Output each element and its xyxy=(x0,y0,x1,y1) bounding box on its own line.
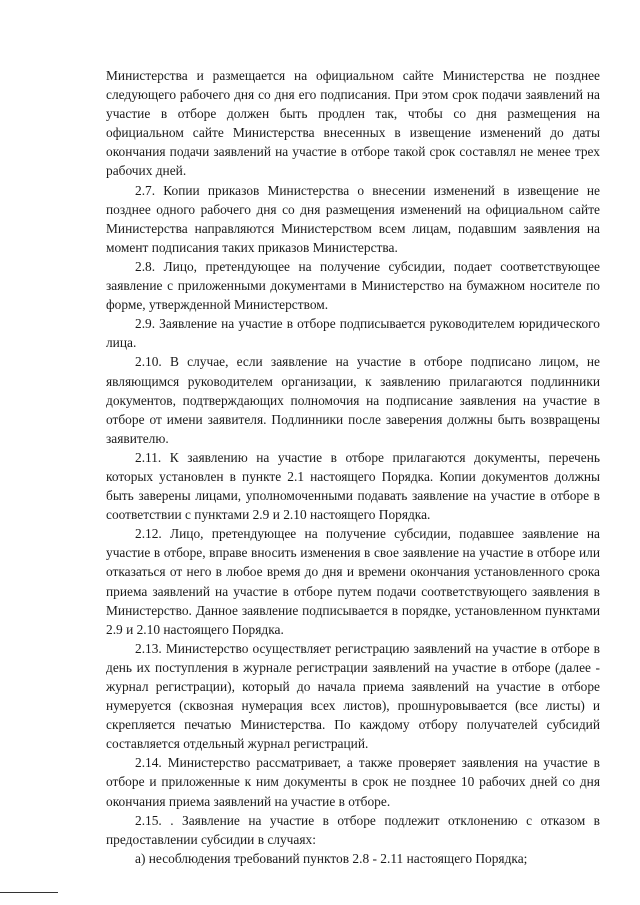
paragraph-2-10: 2.10. В случае, если заявление на участие в отборе подписано лицом, не являющимся руководителем организации, к заявлению прилагаются подлинники документов, подтверждающих полномочия на подписание заявления на участие в отборе от имени заявителя. Подлинники после заверения должны быть возвращены заявителю. xyxy=(106,354,600,446)
paragraph-2-8: 2.8. Лицо, претендующее на получение субсидии, подает соответствующее заявление с приложенными документами в Министерство на бумажном носителе по форме, утвержденной Министерством. xyxy=(106,258,600,313)
footer-divider xyxy=(0,892,58,893)
paragraph-2-9: 2.9. Заявление на участие в отборе подписывается руководителем юридического лица. xyxy=(106,316,600,351)
paragraph-2-6-continuation: Министерства и размещается на официальном сайте Министерства не позднее следующего рабочего дня со дня его подписания. При этом срок подачи заявлений на участие в отборе должен быть продлен так, чтобы со дня размещения на официальном сайте Министерства внесенных в извещение изменений до даты окончания подачи заявлений на участие в отборе такой срок составлял не менее трех рабочих дней. xyxy=(106,68,600,179)
paragraph-2-14: 2.14. Министерство рассматривает, а также проверяет заявления на участие в отборе и приложенные к ним документы в срок не позднее 10 рабочих дней со дня окончания приема заявлений на участие в отборе. xyxy=(106,755,600,809)
list-item-a: а) несоблюдения требований пунктов 2.8 - 2.11 настоящего Порядка; xyxy=(135,850,528,866)
paragraph-2-11: 2.11. К заявлению на участие в отборе прилагаются документы, перечень которых установлен в пункте 2.1 настоящего Порядка. Копии документов должны быть заверены лицами, уполномоченными подавать заявление на участие в отборе в соответствии с пунктами 2.9 и 2.10 настоящего Порядка. xyxy=(106,449,600,523)
paragraph-2-15: 2.15. . Заявление на участие в отборе подлежит отклонению с отказом в предоставлении субсидии в случаях: xyxy=(106,812,600,847)
paragraph-2-12: 2.12. Лицо, претендующее на получение субсидии, подавшее заявление на участие в отборе, вправе вносить изменения в свое заявление на участие в отборе или отказаться от него в любое время до дня и времени окончания установленного срока приема заявлений на участие в отборе путем подачи соответствующего заявления в Министерство. Данное заявление подписывается в порядке, установленном пунктами 2.9 и 2.10 настоящего Порядка. xyxy=(106,526,600,637)
paragraph-2-13: 2.13. Министерство осуществляет регистрацию заявлений на участие в отборе в день их поступления в журнале регистрации заявлений на участие в отборе (далее - журнал регистрации), который до начала приема заявлений на участие в отборе нумеруется (сквозная нумерация всех листов), прошнуровывается (все листы) и скрепляется печатью Министерства. По каждому отбору получателей субсидий составляется отдельный журнал регистраций. xyxy=(106,640,600,752)
document-page xyxy=(106,66,600,868)
paragraph-2-7: 2.7. Копии приказов Министерства о внесении изменений в извещение не позднее одного рабочего дня со дня размещения изменений на официальном сайте Министерства направляются Министерством всем лицам, подавшим заявления на момент подписания таких приказов Министерства. xyxy=(106,182,600,255)
